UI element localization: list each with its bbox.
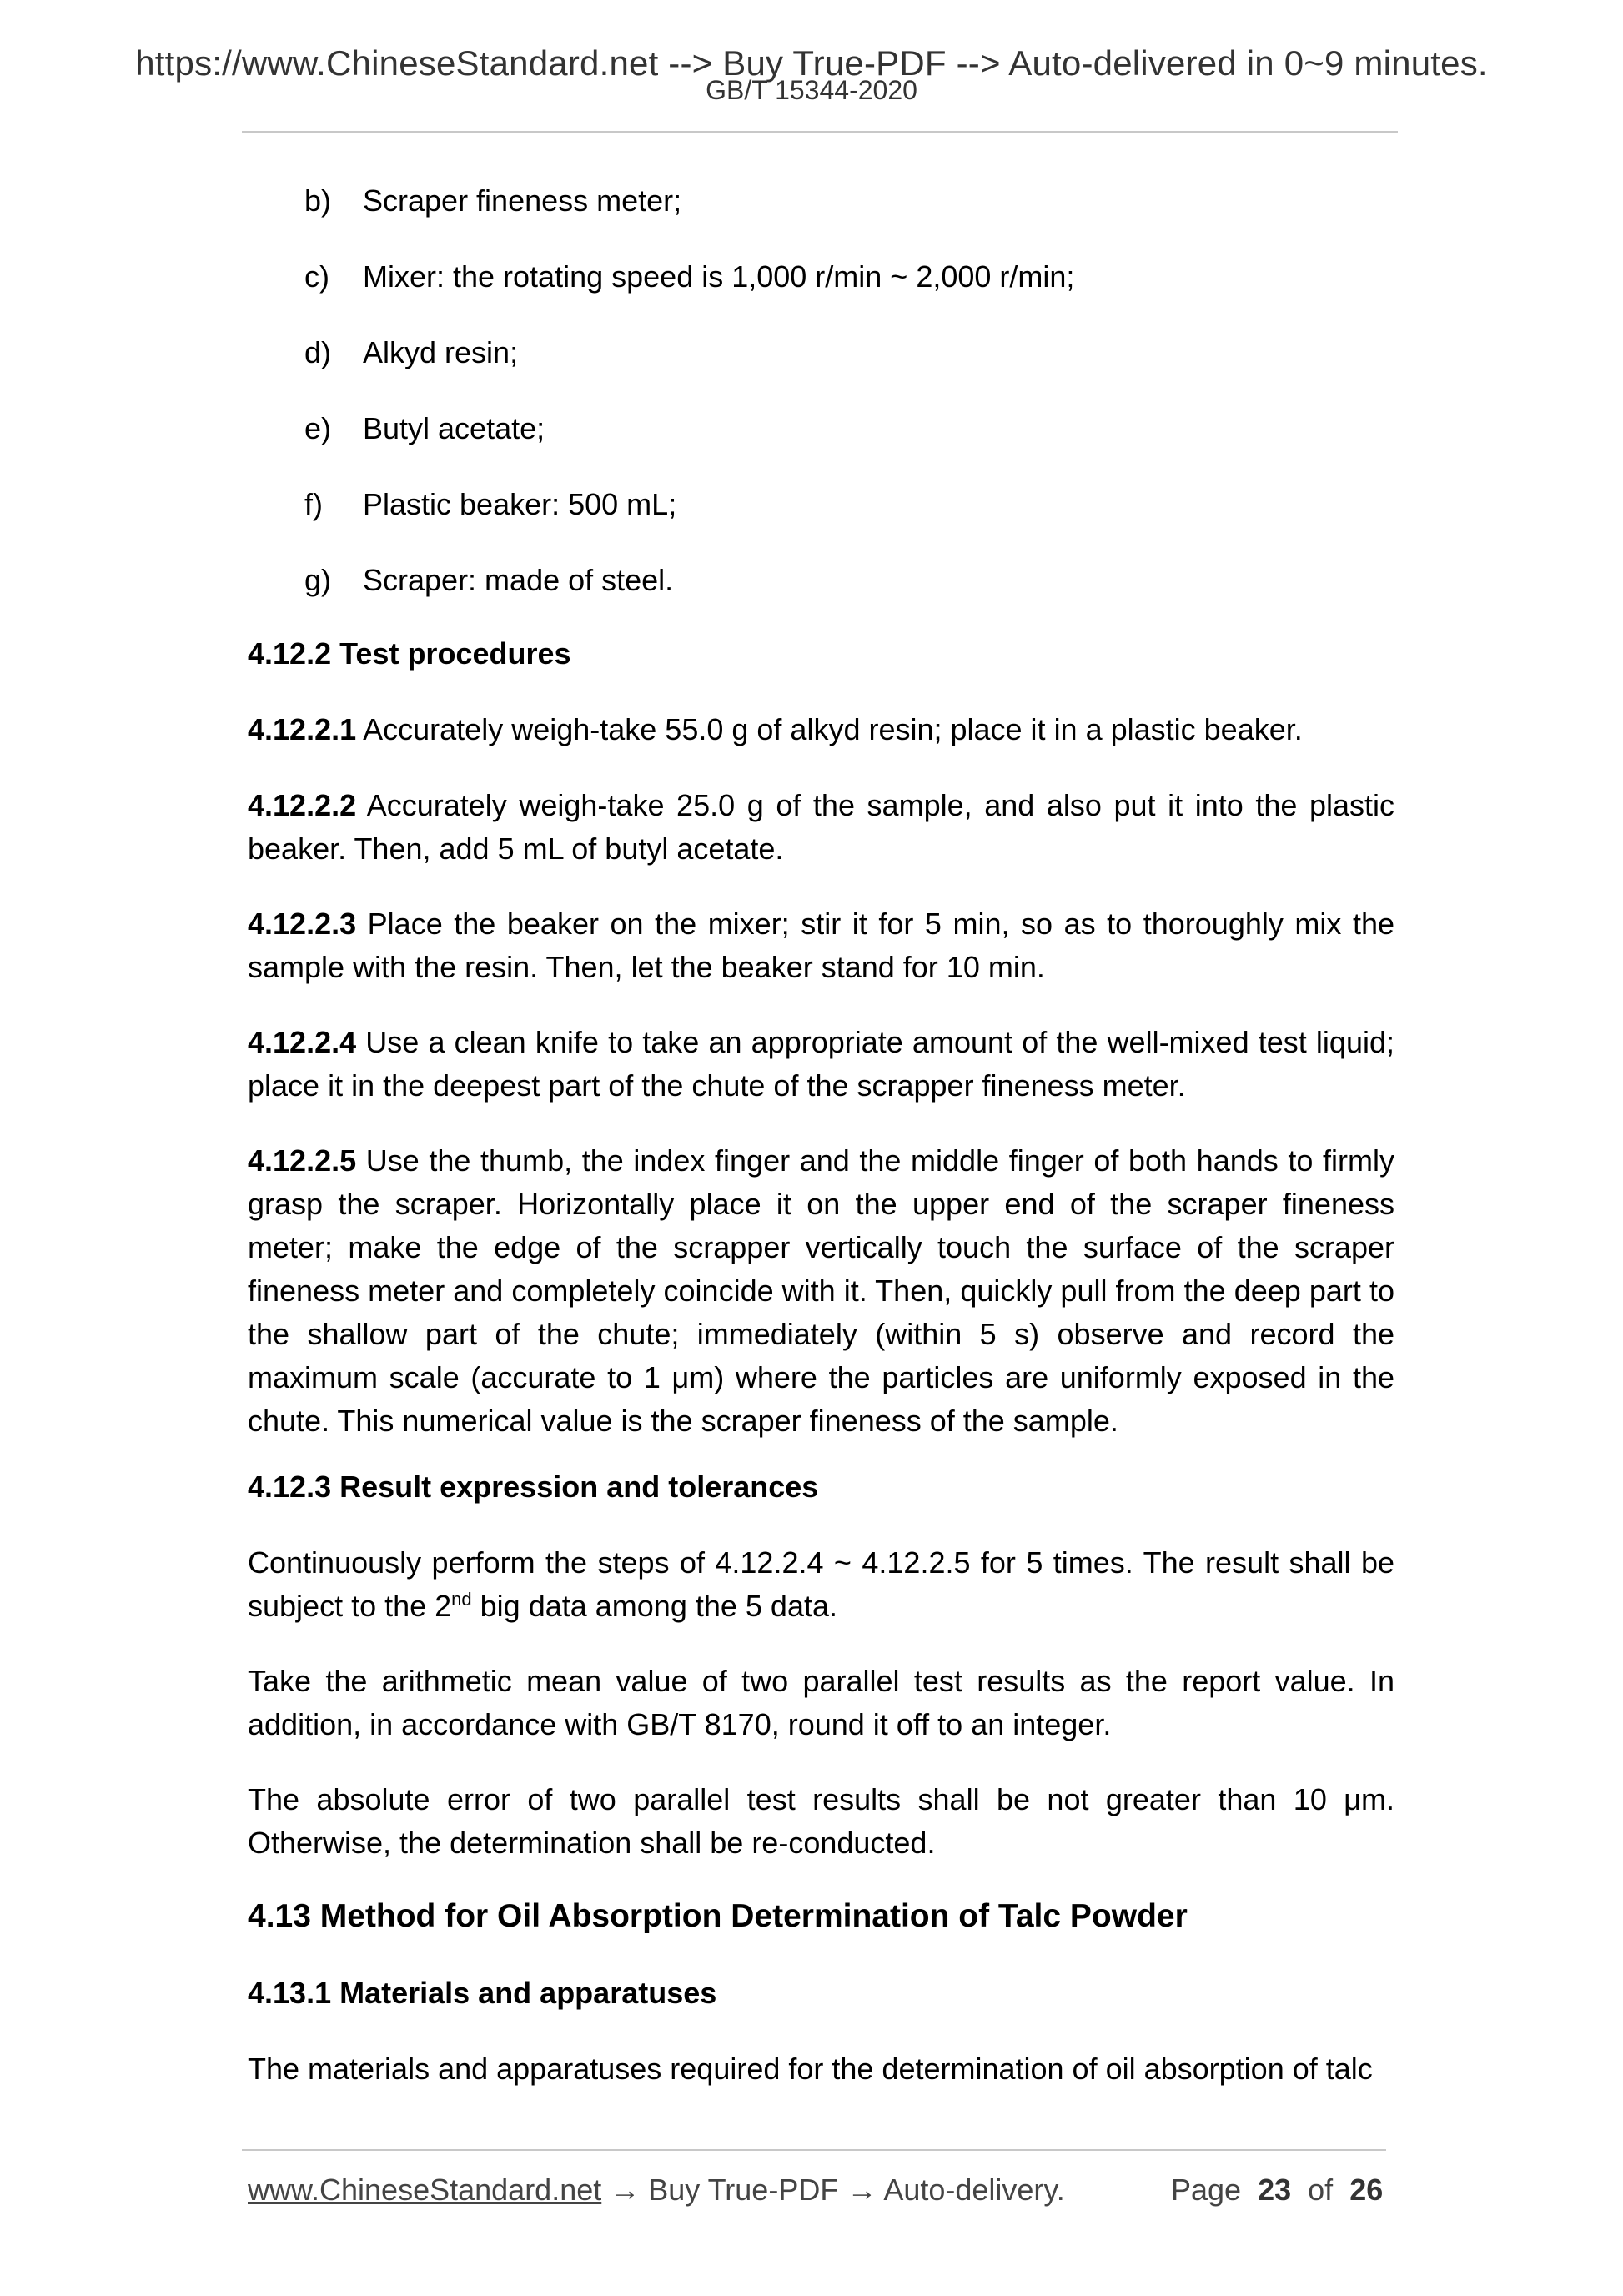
paragraph-4-12-2-4: [248, 1021, 1394, 1108]
heading-4-12-2: 4.12.2 Test procedures: [248, 636, 571, 671]
page-current: 23: [1258, 2173, 1292, 2207]
list-item: [304, 563, 673, 598]
footer-site-link[interactable]: www.ChineseStandard.net: [248, 2173, 602, 2207]
list-marker: c): [304, 259, 329, 294]
standard-code: GB/T 15344-2020: [706, 75, 917, 105]
clause-number: 4.12.2.2: [248, 788, 357, 822]
list-marker: e): [304, 411, 332, 445]
list-item-text: Plastic beaker: 500 mL;: [363, 487, 677, 521]
paragraph-materials: The materials and apparatuses required for the determination of oil absorption of talc: [248, 2052, 1373, 2086]
list-item: [304, 335, 518, 370]
list-marker: g): [304, 563, 332, 597]
header-divider: [242, 131, 1398, 133]
footer-promo-text: → Buy True-PDF → Auto-delivery.: [601, 2173, 1065, 2207]
paragraph-repeat-steps: [248, 1541, 1394, 1628]
paragraph-4-12-2-1: [248, 708, 1394, 751]
paragraph-text: Use the thumb, the index finger and the middle finger of both hands to firmly grasp the scraper. Horizontally place it on the upper end of the scraper fineness meter; make the edge of the scrapper vertically touch the surface of the scraper fineness meter and completely coincide with it. Then, quickly pull from the deep part to the shallow part of the chute; immediately (within 5 s) observe and record the maximum scale (accurate to 1 μm) where the particles are uniformly exposed in the chute. This numerical value is the scraper fineness of the sample.: [248, 1143, 1394, 1438]
of-label: of: [1308, 2173, 1334, 2207]
page-total: 26: [1349, 2173, 1384, 2207]
list-marker: f): [304, 487, 323, 521]
heading-4-13-1: 4.13.1 Materials and apparatuses: [248, 1976, 717, 2010]
paragraph-text: Continuously perform the steps of 4.12.2.4 ~ 4.12.2.5 for 5 times. The result shall be subject to the 2: [248, 1545, 1394, 1623]
list-marker: d): [304, 335, 332, 369]
list-item-text: Butyl acetate;: [363, 411, 545, 445]
clause-number: 4.12.2.4: [248, 1025, 357, 1059]
list-item-text: Scraper: made of steel.: [363, 563, 674, 597]
paragraph-text: big data among the 5 data.: [471, 1589, 837, 1623]
footer-promo: [248, 2173, 1065, 2208]
paragraph-text: Accurately weigh-take 25.0 g of the sample, and also put it into the plastic beaker. Then, add 5 mL of butyl acetate.: [248, 788, 1394, 866]
list-item: [304, 411, 545, 446]
clause-number: 4.12.2.5: [248, 1143, 357, 1178]
page-label: Page: [1171, 2173, 1242, 2207]
list-item: [304, 183, 681, 219]
list-item-text: Scraper fineness meter;: [363, 183, 682, 218]
paragraph-text: Accurately weigh-take 55.0 g of alkyd resin; place it in a plastic beaker.: [356, 712, 1303, 746]
paragraph-4-12-2-2: [248, 784, 1394, 871]
clause-number: 4.12.2.3: [248, 907, 357, 941]
paragraph-absolute-error: The absolute error of two parallel test results shall be not greater than 10 μm. Otherwise, the determination shall be re-conducted.: [248, 1782, 1394, 1860]
clause-number: 4.12.2.1: [248, 712, 357, 746]
paragraph-text: Place the beaker on the mixer; stir it for 5 min, so as to thoroughly mix the sample with the resin. Then, let the beaker stand for 10 min.: [248, 907, 1394, 984]
header-url-line: https://www.ChineseStandard.net --> Buy True-PDF --> Auto-delivered in 0~9 minutes.: [135, 43, 1488, 83]
paragraph-4-12-2-3: [248, 902, 1394, 989]
ordinal-suffix: nd: [451, 1589, 472, 1610]
heading-4-12-3: 4.12.3 Result expression and tolerances: [248, 1470, 819, 1504]
heading-4-13: 4.13 Method for Oil Absorption Determination of Talc Powder: [248, 1898, 1188, 1934]
list-item: [304, 259, 1074, 294]
paragraph-text: Use a clean knife to take an appropriate amount of the well-mixed test liquid; place it in the deepest part of the chute of the scrapper fineness meter.: [248, 1025, 1394, 1103]
footer-divider: [242, 2149, 1386, 2151]
paragraph-4-12-2-5: [248, 1139, 1394, 1443]
list-item: [304, 487, 676, 522]
list-item-text: Mixer: the rotating speed is 1,000 r/min ~ 2,000 r/min;: [363, 259, 1075, 294]
list-marker: b): [304, 183, 332, 218]
list-item-text: Alkyd resin;: [363, 335, 519, 369]
page-indicator: [1171, 2173, 1383, 2208]
paragraph-mean-value: Take the arithmetic mean value of two parallel test results as the report value. In addition, in accordance with GB/T 8170, round it off to an integer.: [248, 1664, 1394, 1741]
